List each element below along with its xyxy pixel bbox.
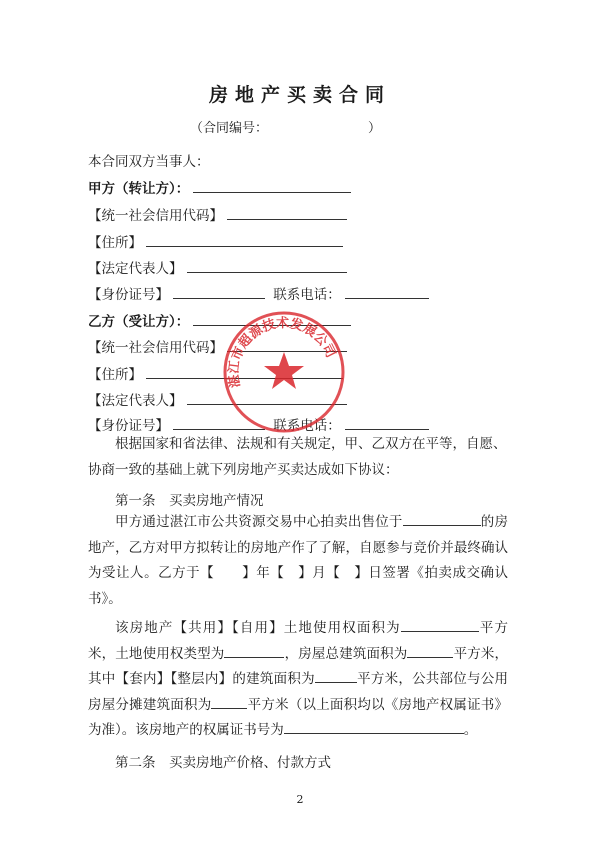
party-b-id-blank (173, 428, 265, 430)
party-a-phone-label: 联系电话： (273, 287, 341, 303)
intro-line-2: 协商一致的基础上就下列房地产买卖达成如下协议： (88, 461, 399, 478)
party-b-id-row (88, 414, 429, 434)
party-a-credit-code-label: 【统一社会信用代码】 (88, 208, 223, 224)
article-1-area-paragraph (88, 616, 508, 744)
party-b-credit-code-blank (227, 350, 347, 352)
p2-text-e: 平方米，公共部位与公用房屋分摊建筑面积为 (88, 671, 509, 713)
article-1-heading: 第一条 买卖房地产情况 (115, 493, 264, 509)
shared-area-blank (211, 696, 247, 709)
page-title: 房地产买卖合同 (208, 84, 391, 106)
party-a-id-row (88, 283, 429, 303)
party-b-address-label: 【住所】 (88, 367, 142, 383)
land-type-blank (224, 645, 284, 658)
contract-number-close: ） (368, 121, 382, 136)
contract-number-label: （合同编号： (190, 121, 269, 136)
article-1-paragraph (88, 510, 508, 612)
party-a-blank (193, 191, 351, 193)
party-b-address-row (88, 363, 343, 383)
seal-text: 湛江市超源技术发展公司 (226, 316, 338, 389)
party-a-id-label: 【身份证号】 (88, 287, 169, 303)
p2-text-c: ，房屋总建筑面积为 (284, 645, 408, 662)
page-number: 2 (296, 793, 304, 806)
certificate-number-blank (284, 721, 464, 734)
p2-text-d: 平方米，其中【套内】【整层内】的建筑面积为 (88, 645, 509, 687)
party-b-label: 乙方（受让方）： (88, 314, 190, 330)
party-b-phone-blank (345, 428, 429, 430)
party-a-address-blank (146, 245, 343, 247)
party-a-legal-rep-label: 【法定代表人】 (88, 261, 183, 277)
party-b-legal-rep-row (88, 389, 347, 409)
party-a-legal-rep-row (88, 257, 347, 277)
party-b-row (88, 310, 351, 330)
p2-text-f: 平方米（以上面积均以《房地产权属证书》为准）。该房地产的权属证书号为 (88, 696, 509, 738)
p2-text-g: 。 (463, 722, 478, 738)
party-b-blank (193, 324, 351, 326)
land-area-blank (401, 619, 479, 632)
party-a-legal-rep-blank (187, 271, 347, 273)
party-a-credit-code-blank (227, 218, 347, 220)
party-b-id-label: 【身份证号】 (88, 418, 169, 434)
p1-text-a: 甲方通过湛江市公共资源交易中心拍卖出售位于 (115, 514, 403, 530)
p1-text-b: 的房地产，乙方对甲方拟转让的房地产作了了解，自愿参与竞价并最终确认为受让人。乙方于【 】年【 】月【 】日签署《拍卖成交确认书》。 (88, 514, 509, 607)
p1-location-blank (403, 513, 481, 526)
party-a-row (88, 177, 351, 197)
party-a-credit-code-row (88, 204, 347, 224)
inner-area-blank (315, 670, 357, 683)
intro-line-1: 根据国家和省法律、法规和有关规定，甲、乙双方在平等，自愿、 (115, 436, 507, 452)
party-b-credit-code-row (88, 336, 347, 356)
party-a-address-row (88, 231, 343, 251)
building-area-blank (407, 645, 453, 658)
party-b-address-blank (146, 377, 343, 379)
party-a-id-blank (173, 297, 265, 299)
party-b-legal-rep-label: 【法定代表人】 (88, 393, 183, 409)
party-b-credit-code-label: 【统一社会信用代码】 (88, 340, 223, 356)
party-b-phone-label: 联系电话： (273, 418, 341, 434)
p2-text-b: 平方米，土地使用权类型为 (88, 620, 508, 662)
p2-text-a: 该房地产【共用】【自用】土地使用权面积为 (115, 620, 401, 636)
intro-paragraph (88, 432, 508, 483)
contract-number (190, 117, 381, 136)
party-a-phone-blank (345, 297, 429, 299)
party-a-label: 甲方（转让方）： (88, 181, 190, 197)
party-a-address-label: 【住所】 (88, 235, 142, 251)
article-2-heading: 第二条 买卖房地产价格、付款方式 (115, 755, 331, 771)
parties-intro: 本合同双方当事人： (88, 154, 210, 170)
party-b-legal-rep-blank (187, 403, 347, 405)
